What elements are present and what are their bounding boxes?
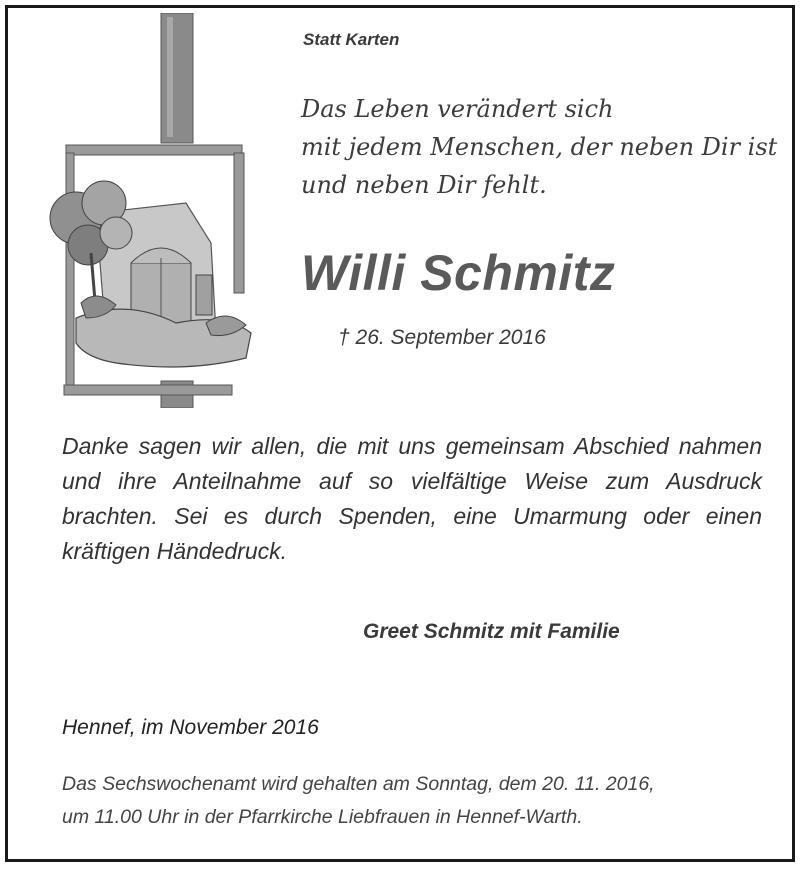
thanks-paragraph: Danke sagen wir allen, die mit uns gemeinsam Abschied nahmen und ihre Anteilnahme auf so vielfältige Weise zum Ausdruck brachten. Sei es durch Spenden, eine Umarmung oder einen kräftigen Händedruck. [62,433,762,564]
cross-with-garden-illustration [36,13,258,408]
death-date: † 26. September 2016 [338,326,546,349]
obituary-card [5,5,795,862]
deceased-name: Willi Schmitz [301,245,616,301]
quote-line: Das Leben verändert sich [301,95,614,123]
place-date: Hennef, im November 2016 [62,716,319,739]
memorial-quote [301,90,777,204]
quote-line: mit jedem Menschen, der neben Dir ist [301,133,778,161]
signature: Greet Schmitz mit Familie [363,620,620,643]
header-statt-karten: Statt Karten [303,30,400,49]
quote-line: und neben Dir fehlt. [301,171,547,199]
service-line: um 11.00 Uhr in der Pfarrkirche Liebfrauen in Hennef-Warth. [62,806,583,828]
service-line: Das Sechswochenamt wird gehalten am Sonntag, dem 20. 11. 2016, [62,773,655,795]
service-notice [62,768,655,834]
